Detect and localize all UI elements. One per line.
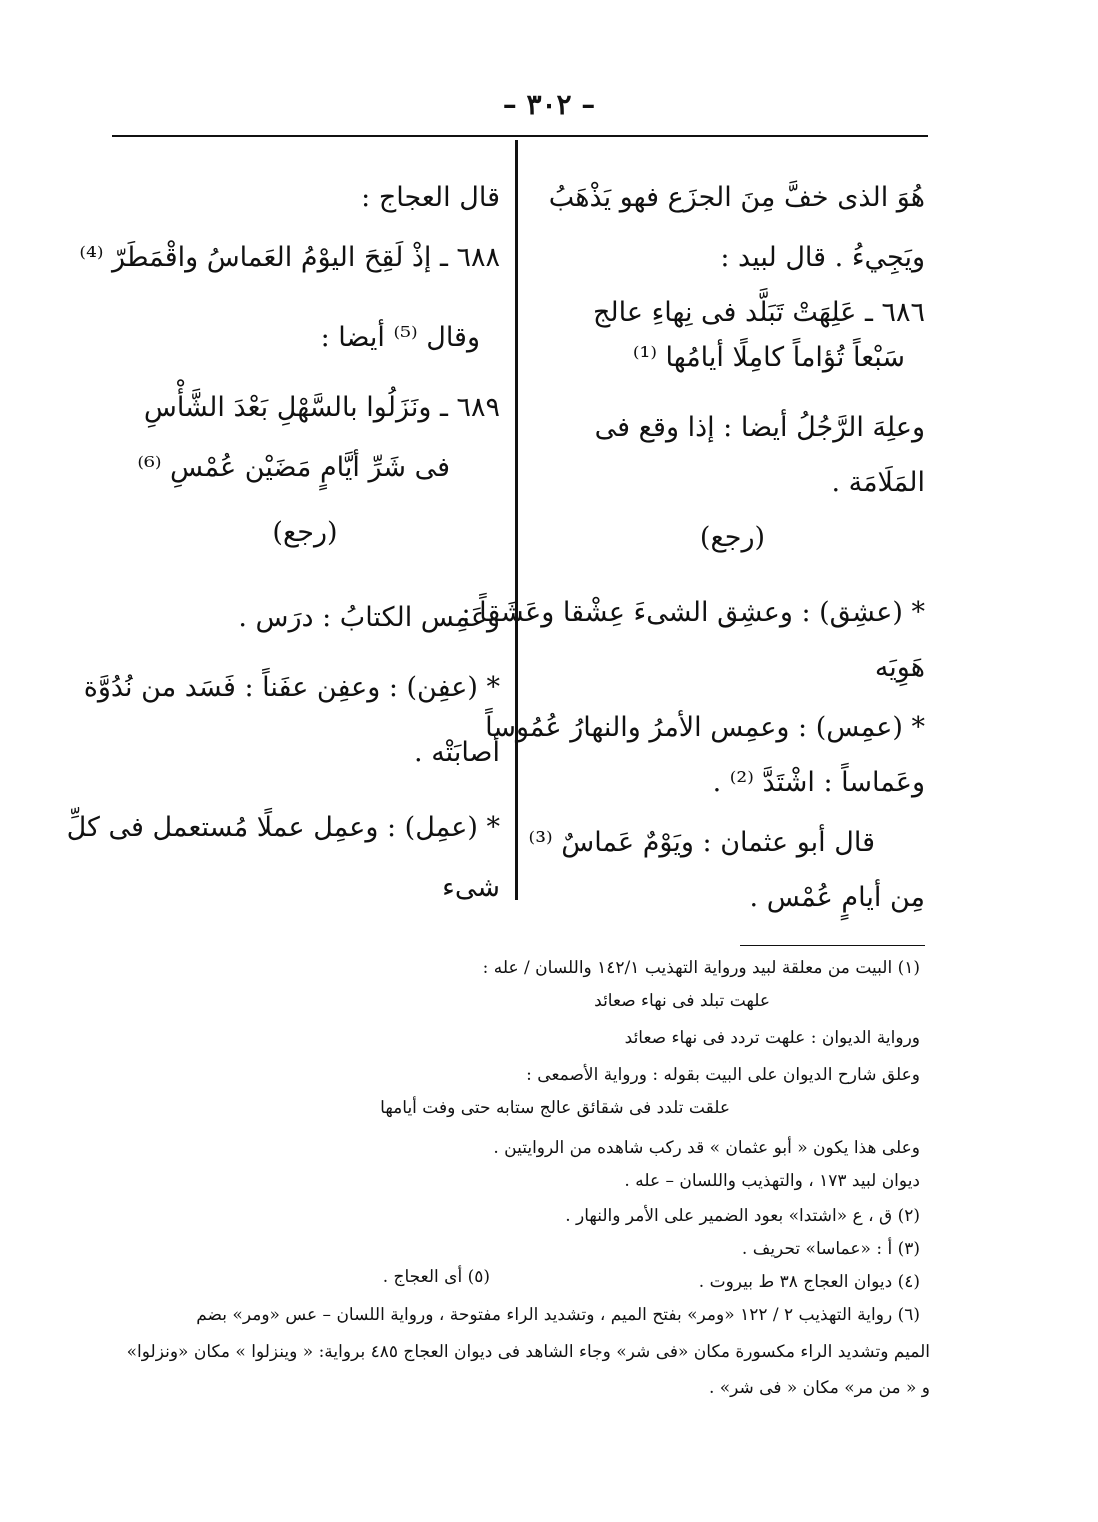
footnote-line: وعلى هذا يكون « أبو عثمان » قد ركب شاهده من الروايتين . <box>493 1138 920 1158</box>
footnote-line: ديوان لبيد ١٧٣ ، والتهذيب واللسان – عله . <box>624 1171 920 1191</box>
left-column-line: فى شَرِّ أيَّامٍ مَضَيْن عُمْسِ ⁽⁶⁾ <box>137 452 450 483</box>
right-column-line: وعلِهَ الرَّجُلُ أيضا : إذا وقع فى <box>594 412 925 443</box>
left-column-line: قال العجاج : <box>361 182 500 213</box>
footnote-line: ورواية الديوان : علهت تردد فى نهاء صعائد <box>624 1028 920 1048</box>
page-number: – ٣٠٢ – <box>502 88 596 121</box>
column-divider <box>515 140 518 900</box>
right-column-line: هَوِيَه <box>874 652 925 683</box>
footnote-line: الميم وتشديد الراء مكسورة مكان «فى شر» وجاء الشاهد فى ديوان العجاج ٤٨٥ برواية: « وينزلوا » مكان «ونزلوا» <box>126 1342 930 1362</box>
left-column-line: * (عمِل) : وعمِل عملًا مُستعمل فى كلِّ <box>66 812 500 843</box>
right-column-line: سَبْعاً تُؤاماً كامِلًا أيامُها ⁽¹⁾ <box>632 342 905 373</box>
right-column-line: وعَماساً : اشْتَدَّ ⁽²⁾ . <box>712 767 925 798</box>
left-column-line: (رجع) <box>272 517 338 548</box>
right-column-line: ٦٨٦ ـ عَلِهَتْ تَبَلَّد فى نِهاءِ عالج <box>593 297 925 328</box>
right-column-line: * (عمِس) : وعمِس الأمرُ والنهارُ عُمُوساً <box>485 712 925 743</box>
left-column-line: ٦٨٩ ـ ونَزَلُوا بالسَّهْلِ بَعْدَ الشَّأْسِ <box>143 392 500 423</box>
right-column-line: هُوَ الذى خفَّ مِنَ الجزَع فهو يَذْهَبُ <box>548 182 925 213</box>
footnote-line: علقت تلدد فى شقائق عالج ستابه حتى وفت أيامها <box>380 1098 730 1118</box>
left-column-line: وقال ⁽⁵⁾ أيضا : <box>320 322 480 353</box>
footnote-line: (٣) أ : «عماسا» تحريف . <box>741 1239 920 1259</box>
header-rule <box>112 135 928 137</box>
right-column-line: ويَجِيءُ . قال لبيد : <box>720 242 925 273</box>
right-column-line: المَلَامَة . <box>831 467 925 498</box>
footnote-line: و « من مر» مكان « فى شر» . <box>708 1378 930 1398</box>
right-column-line: قال أبو عثمان : ويَوْمٌ عَماسٌ ⁽³⁾ <box>528 827 875 858</box>
footnote-line: (٦) رواية التهذيب ٢ / ١٢٢ «ومر» بفتح الميم ، وتشديد الراء مفتوحة ، ورواية اللسان – عس «ومر» بضم <box>196 1305 920 1325</box>
right-column-line: * (عشِق) : وعشِق الشىءَ عِشْقا وعَشَقاً : <box>461 597 925 628</box>
footnote-line: (١) البيت من معلقة لبيد ورواية التهذيب ١٤٢/١ واللسان / عله : <box>482 958 920 978</box>
footnote-rule <box>740 945 925 946</box>
left-column-line: وعَمِس الكتابُ : درَس . <box>238 602 500 633</box>
footnote-line: وعلق شارح الديوان على البيت بقوله : ورواية الأصمعى : <box>526 1065 920 1085</box>
footnote-line: علهت تبلد فى نهاء صعائد <box>594 991 770 1011</box>
left-column-line: شىء <box>442 872 500 903</box>
left-column-line: * (عفِن) : وعفِن عفَناً : فَسَد من نُدُوَّة <box>83 672 500 703</box>
left-column-line: أصابَتْه . <box>414 737 500 768</box>
footnote-line: (٢) ق ، ع «اشتدا» بعود الضمير على الأمر والنهار . <box>565 1206 920 1226</box>
left-column-line: ٦٨٨ ـ إذْ لَقِحَ اليوْمُ العَماسُ واقْمَطَرّ ⁽⁴⁾ <box>79 242 500 273</box>
footnote-line: (٤) ديوان العجاج ٣٨ ط بيروت . <box>698 1272 920 1292</box>
right-column-line: (رجع) <box>699 522 766 553</box>
right-column-line: مِن أيامٍ عُمْس . <box>749 882 925 913</box>
footnote-line: (٥) أى العجاج . <box>382 1267 490 1287</box>
